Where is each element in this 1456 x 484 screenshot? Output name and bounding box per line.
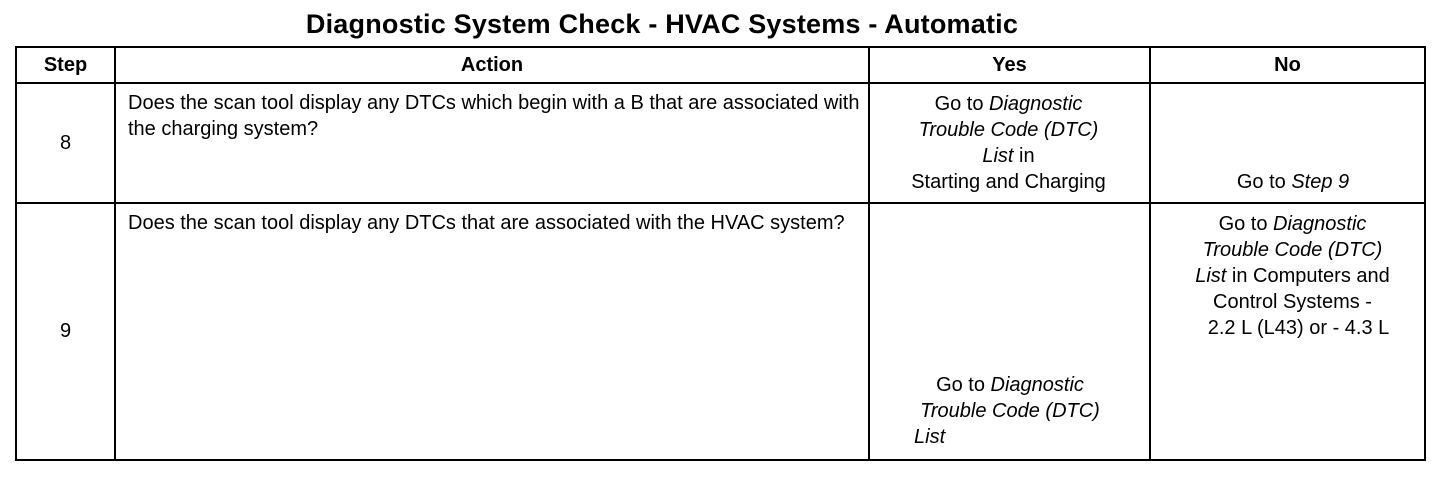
diagnostic-link[interactable]: Trouble Code (DTC) — [918, 119, 1099, 141]
diagnostic-link[interactable]: List — [982, 145, 1014, 167]
diagnostic-link[interactable]: List — [914, 426, 946, 448]
action-text: Does the scan tool display any DTCs that are associated with the HVAC system? — [115, 203, 869, 460]
table-row — [16, 203, 1425, 460]
in-text: in — [1019, 145, 1035, 167]
yes-reference — [870, 372, 1150, 450]
step-number: 8 — [16, 83, 115, 203]
table-header-row — [16, 47, 1425, 83]
step-number: 9 — [16, 203, 115, 460]
yes-cell — [869, 203, 1150, 460]
no-cell — [1150, 83, 1425, 203]
table-row — [16, 83, 1425, 203]
page-title: Diagnostic System Check - HVAC Systems - Automatic — [305, 9, 1019, 39]
go-to-text: Go to — [1236, 171, 1286, 193]
column-header-step: Step — [16, 47, 115, 83]
yes-cell — [869, 83, 1150, 203]
column-header-action: Action — [115, 47, 869, 83]
diagnostic-link[interactable]: Diagnostic — [989, 93, 1083, 115]
column-header-no: No — [1150, 47, 1425, 83]
go-to-text: Go to — [934, 93, 984, 115]
location-text: in Computers and — [1231, 265, 1390, 287]
action-text: Does the scan tool display any DTCs which begin with a B that are associated with the charging system? — [115, 83, 869, 203]
no-cell — [1150, 203, 1425, 460]
go-to-text: Go to — [1218, 213, 1268, 235]
column-header-yes: Yes — [869, 47, 1150, 83]
location-text: Starting and Charging — [911, 171, 1106, 193]
location-text: Control Systems - — [1213, 291, 1372, 313]
no-reference — [1151, 169, 1435, 195]
diagnostic-link[interactable]: Trouble Code (DTC) — [920, 400, 1100, 422]
diagnostic-link[interactable]: Diagnostic — [990, 374, 1084, 396]
diagnostic-link[interactable]: Trouble Code (DTC) — [1202, 239, 1383, 261]
step-link[interactable]: Step 9 — [1291, 171, 1350, 193]
diagnostic-table — [15, 46, 1426, 461]
diagnostic-link[interactable]: Diagnostic — [1273, 213, 1367, 235]
location-text: 2.2 L (L43) or - 4.3 L — [1207, 317, 1390, 339]
yes-reference — [870, 91, 1147, 195]
diagnostic-link[interactable]: List — [1195, 265, 1227, 287]
no-reference — [1151, 211, 1434, 341]
go-to-text: Go to — [936, 374, 985, 396]
